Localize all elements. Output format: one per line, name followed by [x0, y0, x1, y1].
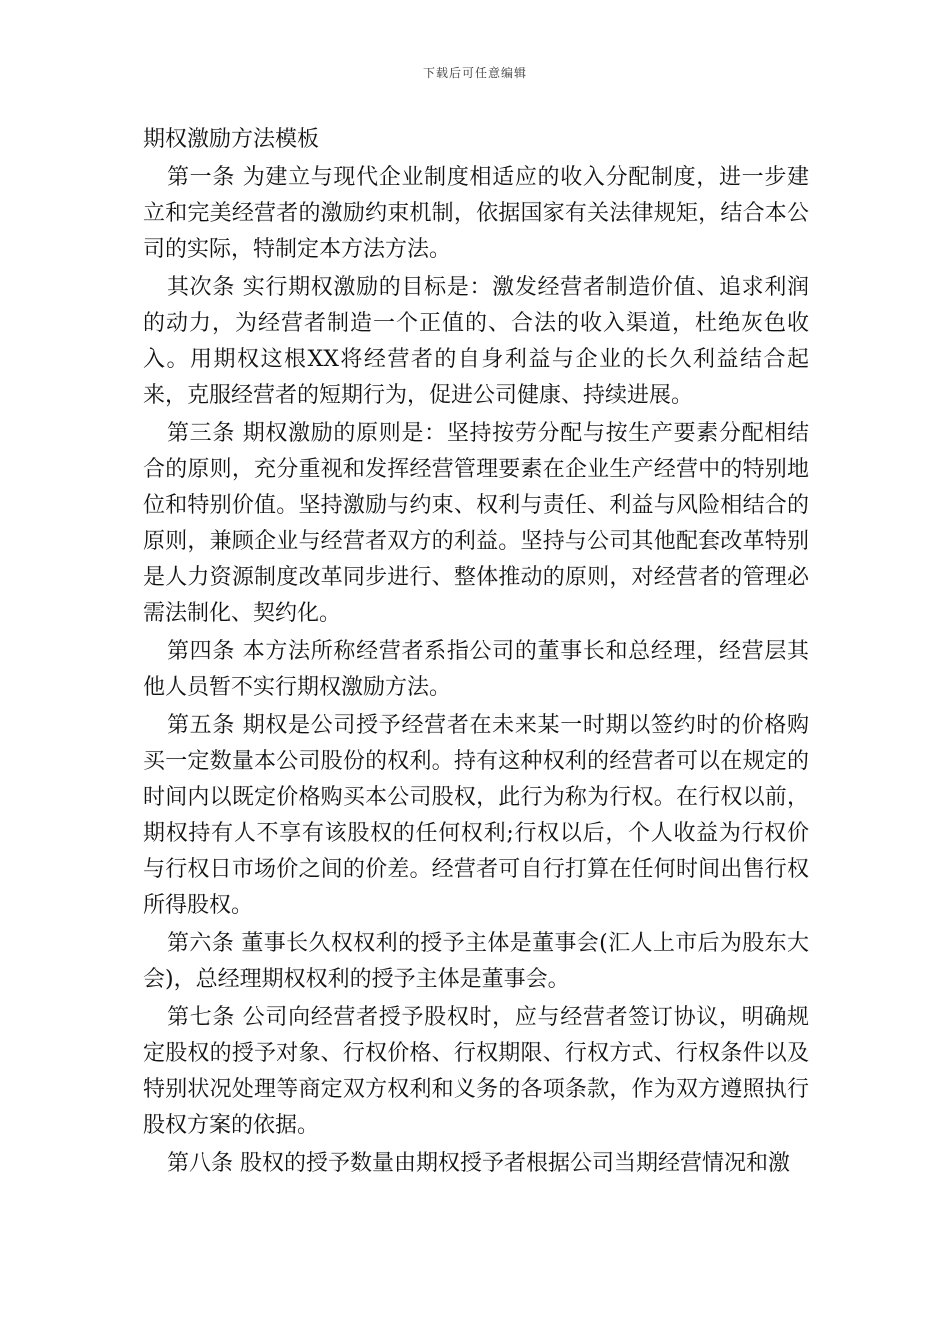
header-note: 下载后可任意编辑 [422, 66, 527, 80]
article-7: 第七条 公司向经营者授予股权时，应与经营者签订协议，明确规定股权的授予对象、行权价格、行权期限、行权方式、行权条件以及特别状况处理等商定双方权利和义务的各项条款，作为双方遵照执行股权方案的依据。 [143, 1005, 809, 1138]
article-3: 第三条 期权激励的原则是：坚持按劳分配与按生产要素分配相结合的原则，充分重视和发挥经营管理要素在企业生产经营中的特别地位和特别价值。坚持激励与约束、权利与责任、利益与风险相结合的原则，兼顾企业与经营者双方的利益。坚持与公司其他配套改革特别是人力资源制度改革同步进行、整体推动的原则，对经营者的管理必需法制化、契约化。 [143, 421, 809, 626]
document-body [143, 122, 809, 1184]
document-title: 期权激励方法模板 [143, 127, 320, 152]
article-8: 第八条 股权的授予数量由期权授予者根据公司当期经营情况和激 [167, 1151, 790, 1176]
article-4: 第四条 本方法所称经营者系指公司的董事长和总经理，经营层其他人员暂不实行期权激励方法。 [143, 639, 809, 700]
article-5: 第五条 期权是公司授予经营者在未来某一时期以签约时的价格购买一定数量本公司股份的权利。持有这种权利的经营者可以在规定的时间内以既定价格购买本公司股权，此行为称为行权。在行权以前，期权持有人不享有该股权的任何权利;行权以后，个人收益为行权价与行权日市场价之间的价差。经营者可自行打算在任何时间出售行权所得股权。 [143, 713, 809, 918]
article-6: 第六条 董事长久权权利的授予主体是董事会(汇人上市后为股东大会)，总经理期权权利的授予主体是董事会。 [143, 931, 809, 992]
article-1: 第一条 为建立与现代企业制度相适应的收入分配制度，进一步建立和完美经营者的激励约束机制，依据国家有关法律规矩，结合本公司的实际，特制定本方法方法。 [143, 165, 809, 262]
article-2: 其次条 实行期权激励的目标是：激发经营者制造价值、追求利润的动力，为经营者制造一个正值的、合法的收入渠道，杜绝灰色收入。用期权这根XX将经营者的自身利益与企业的长久利益结合起来，克服经营者的短期行为，促进公司健康、持续进展。 [143, 275, 809, 408]
